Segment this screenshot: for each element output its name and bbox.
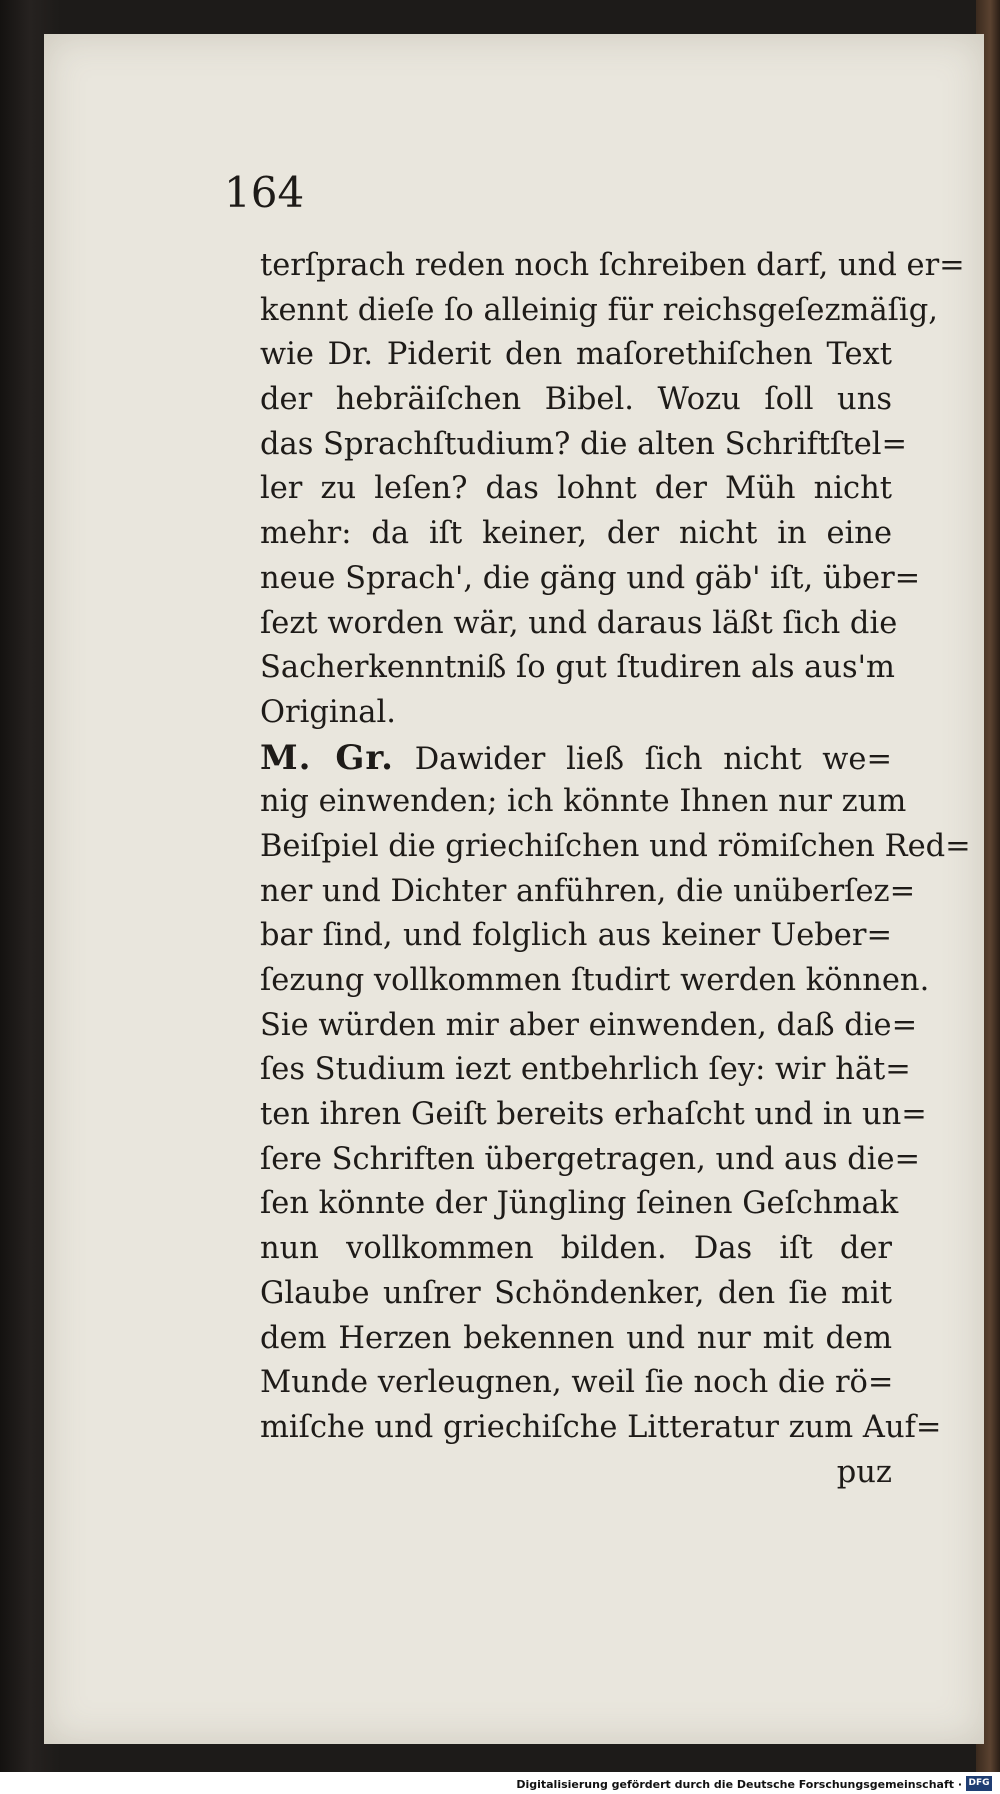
text-line: ler zu leſen? das lohnt der Müh nicht [260, 471, 892, 507]
speech-line: miſche und griechiſche Litteratur zum Auf= [260, 1409, 942, 1445]
speech-line: Glaube unſrer Schöndenker, den ſie mit [260, 1275, 892, 1311]
text-line: ſezt worden wär, und daraus läßt ſich die [260, 605, 898, 641]
speech-line: Sie würden mir aber einwenden, daß die= [260, 1007, 918, 1043]
speech-line: ſes Studium iezt entbehrlich ſey: wir hät= [260, 1052, 911, 1088]
speech-line: nun vollkommen bilden. Das iſt der [260, 1231, 892, 1267]
speech-line: ner und Dichter anführen, die unüberſez= [260, 873, 916, 909]
speech-line: nig einwenden; ich könnte Ihnen nur zum [260, 784, 907, 820]
speech-line: dem Herzen bekennen und nur mit dem [260, 1320, 892, 1356]
footer-credit: Digitalisierung gefördert durch die Deutsche Forschungsgemeinschaft · [516, 1778, 962, 1791]
text-line: der hebräiſchen Bibel. Wozu ſoll uns [260, 382, 892, 418]
text-line: neue Sprach', die gäng und gäb' iſt, über= [260, 560, 921, 596]
page-number: 164 [224, 168, 305, 217]
speech-line: Munde verleugnen, weil ſie noch die rö= [260, 1365, 894, 1401]
speech-line: ten ihren Geiſt bereits erhaſcht und in un= [260, 1097, 927, 1133]
text-line: kennt dieſe ſo alleinig für reichsgeſezmäſig, [260, 292, 938, 328]
speech-first-line [260, 736, 892, 781]
speech-line: ſere Schriften übergetragen, und aus die= [260, 1141, 921, 1177]
text-line: terſprach reden noch ſchreiben darf, und er= [260, 248, 965, 283]
text-line: das Sprachſtudium? die alten Schriftſtel= [260, 426, 908, 462]
speech-line: Beiſpiel die griechiſchen und römiſchen Red= [260, 828, 971, 864]
speech-first-line-text: Dawider ließ ſich nicht we= [414, 741, 892, 777]
text-line: Original. [260, 694, 396, 730]
text-line: wie Dr. Piderit den maſorethiſchen Text [260, 337, 892, 373]
speech-line: ſen könnte der Jüngling ſeinen Geſchmak [260, 1186, 899, 1222]
speech-line: bar ſind, und folglich aus keiner Ueber= [260, 918, 892, 954]
speaker-label: M. Gr. [260, 737, 394, 778]
text-line: mehr: da iſt keiner, der nicht in eine [260, 516, 892, 552]
text-line: Sacherkenntniß ſo gut ſtudiren als aus'm [260, 650, 895, 686]
dfg-logo: DFG [966, 1776, 992, 1791]
catchword: puz [836, 1454, 892, 1490]
page-text [260, 244, 971, 1495]
footer-bar [0, 1772, 1000, 1794]
speech-line: ſezung vollkommen ſtudirt werden können. [260, 963, 930, 998]
